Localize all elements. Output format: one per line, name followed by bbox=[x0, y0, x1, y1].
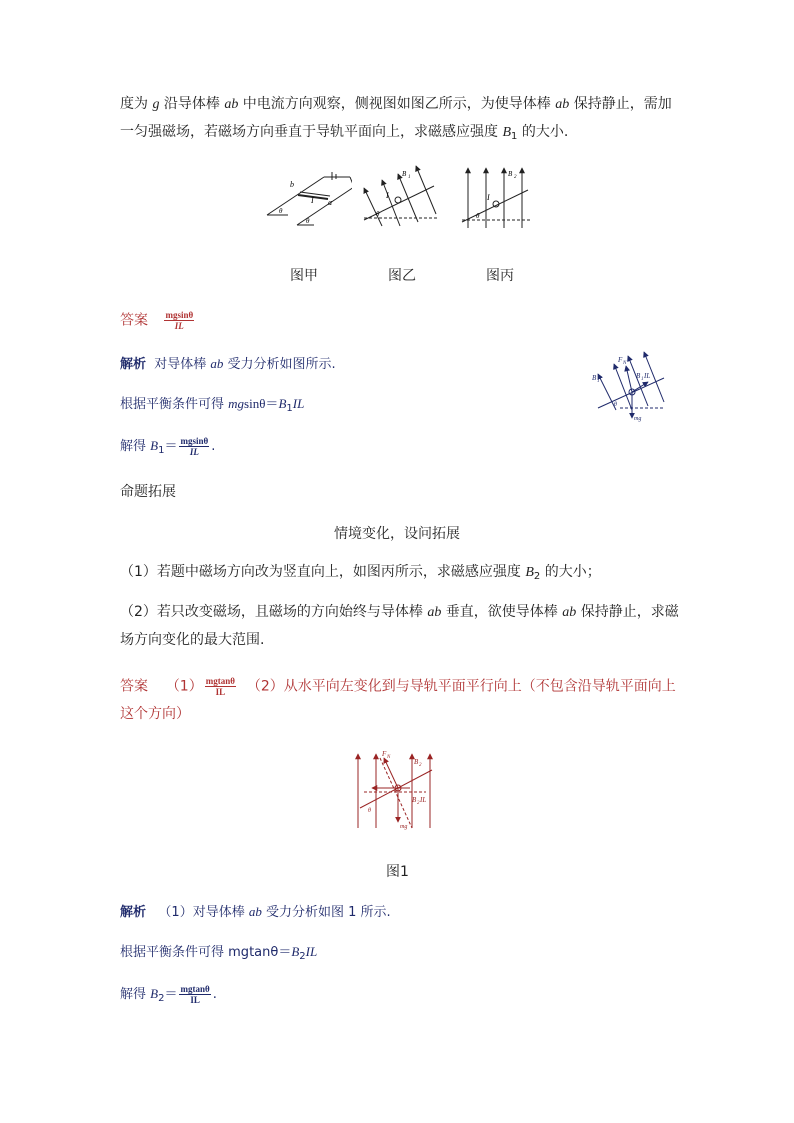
svg-text:B: B bbox=[412, 796, 417, 804]
figure-bing-label: 图丙 bbox=[486, 268, 514, 284]
extension-title: 命题拓展 bbox=[120, 484, 176, 500]
svg-text:IL: IL bbox=[420, 796, 427, 804]
answer-label: 答案 bbox=[120, 312, 148, 329]
svg-text:1: 1 bbox=[408, 175, 411, 180]
svg-text:mg: mg bbox=[634, 416, 642, 422]
svg-text:θ: θ bbox=[614, 402, 617, 408]
svg-text:N: N bbox=[623, 361, 627, 366]
figure-yi bbox=[362, 162, 442, 230]
extension-q2-line-1: （2）若只改变磁场，且磁场的方向始终与导体棒 ab 垂直，欲使导体棒 ab 保持静止，求磁 bbox=[120, 604, 679, 620]
force-diagram-1 bbox=[590, 350, 670, 422]
figure-1 bbox=[354, 746, 436, 832]
svg-text:2: 2 bbox=[417, 801, 420, 806]
extension-q1: （1）若题中磁场方向改为竖直向上，如图丙所示，求磁感应强度 $B_2$ 的大小； bbox=[120, 564, 601, 582]
svg-text:θ: θ bbox=[376, 210, 380, 218]
answer-2-line-1: 答案 （1） $\frac{mgtan\theta}{IL}$ （2）从水平向左变化到与导轨平面平行向上（不包含沿导轨平面向上 bbox=[120, 676, 676, 697]
svg-text:b: b bbox=[290, 180, 294, 189]
svg-text:I: I bbox=[487, 193, 490, 202]
extension-subtitle: 情境变化，设问拓展 bbox=[334, 526, 460, 542]
svg-text:θ: θ bbox=[368, 808, 371, 814]
svg-text:I: I bbox=[386, 191, 389, 200]
svg-text:F: F bbox=[382, 750, 387, 758]
figure-jia-label: 图甲 bbox=[290, 268, 318, 284]
svg-text:mg: mg bbox=[400, 824, 408, 830]
answer-1 bbox=[120, 310, 196, 331]
svg-text:B: B bbox=[636, 372, 641, 380]
svg-text:B: B bbox=[402, 170, 407, 178]
figure-yi-label: 图乙 bbox=[388, 268, 416, 284]
svg-text:B: B bbox=[508, 170, 513, 178]
svg-text:B: B bbox=[414, 758, 419, 766]
solution-1-line-1: 解析 对导体棒 ab 受力分析如图所示. bbox=[120, 356, 336, 372]
problem-line-1: 度为 g 沿导体棒 ab 中电流方向观察，侧视图如图乙所示，为使导体棒 ab 保持静止，需加 bbox=[120, 96, 672, 112]
solution-1-equation: 根据平衡条件可得 $mgsin\theta=B_1IL$ bbox=[120, 396, 305, 414]
svg-text:1: 1 bbox=[597, 379, 600, 384]
svg-text:F: F bbox=[618, 356, 623, 364]
svg-text:2: 2 bbox=[419, 763, 422, 768]
svg-text:θ: θ bbox=[279, 207, 283, 215]
solution-2-result: 解得 $B_2=$ $\frac{mgtan\theta}{IL}$ . bbox=[120, 984, 217, 1005]
svg-text:N: N bbox=[387, 755, 391, 760]
solution-2-equation: 根据平衡条件可得 $mgtan\theta=B_2IL$ bbox=[120, 944, 318, 962]
svg-text:I: I bbox=[311, 196, 314, 205]
figure-bing bbox=[460, 162, 535, 230]
svg-text:2: 2 bbox=[514, 175, 517, 180]
solution-1-result: 解得 $B_1=$ $\frac{mgsin\theta}{IL}$ . bbox=[120, 436, 216, 457]
figure-jia bbox=[262, 165, 352, 230]
figure-1-caption: 图1 bbox=[386, 864, 409, 880]
solution-2-line-1: 解析 （1）对导体棒 ab 受力分析如图 1 所示. bbox=[120, 904, 391, 920]
problem-line-2: 一匀强磁场，若磁场方向垂直于导轨平面向上，求磁感应强度 $B_1$ 的大小. bbox=[120, 124, 569, 142]
answer-2-line-2: 这个方向） bbox=[120, 706, 190, 722]
svg-text:B: B bbox=[592, 374, 597, 382]
svg-text:a: a bbox=[328, 198, 332, 207]
answer-1-fraction: $\frac{mgsin\theta}{IL}$ bbox=[165, 310, 194, 331]
svg-text:θ: θ bbox=[476, 212, 480, 220]
svg-text:θ: θ bbox=[306, 217, 310, 225]
svg-text:1: 1 bbox=[641, 377, 644, 382]
svg-text:IL: IL bbox=[644, 372, 651, 380]
extension-q2-line-2: 场方向变化的最大范围. bbox=[120, 632, 265, 648]
